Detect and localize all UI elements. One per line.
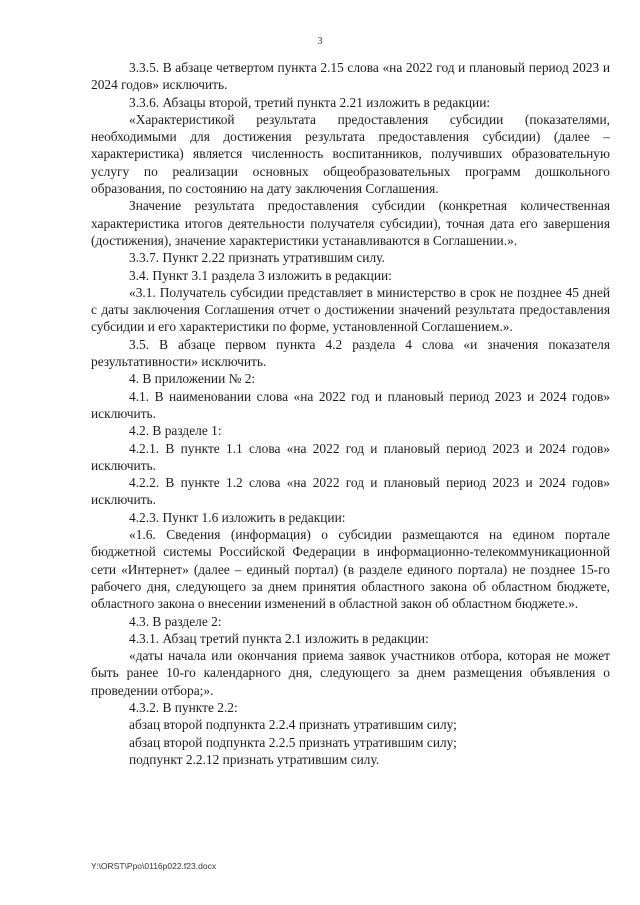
paragraph: «Характеристикой результата предоставления субсидии (показателями, необходимыми для достижения результата предоставления субсидии) (далее – характеристика) является численность воспитанников, получивших образовательную услугу по реализации основных общеобразовательных программ дошкольного образования, по состоянию на дату заключения Соглашения. bbox=[91, 111, 610, 197]
document-body bbox=[91, 59, 610, 768]
paragraph: абзац второй подпункта 2.2.5 признать утратившим силу; bbox=[129, 734, 457, 750]
file-path-footer: Y:\ORST\Ppo\0116p022.f23.docx bbox=[91, 861, 217, 871]
paragraph: 3.5. В абзаце первом пункта 4.2 раздела 4 слова «и значения показателя результативности» исключить. bbox=[91, 336, 610, 370]
paragraph: 4.1. В наименовании слова «на 2022 год и плановый период 2023 и 2024 годов» исключить. bbox=[91, 388, 610, 421]
paragraph: 3.4. Пункт 3.1 раздела 3 изложить в редакции: bbox=[129, 267, 392, 283]
paragraph: абзац второй подпункта 2.2.4 признать утратившим силу; bbox=[129, 717, 457, 733]
page-number: 3 bbox=[317, 36, 323, 47]
paragraph: подпункт 2.2.12 признать утратившим силу. bbox=[129, 751, 380, 767]
paragraph: 4.2.3. Пункт 1.6 изложить в редакции: bbox=[129, 509, 346, 525]
paragraph: 4.2.2. В пункте 1.2 слова «на 2022 год и плановый период 2023 и 2024 годов» исключить. bbox=[91, 475, 610, 508]
paragraph: 4.3.1. Абзац третий пункта 2.1 изложить в редакции: bbox=[129, 630, 429, 646]
paragraph: «3.1. Получатель субсидии представляет в министерство в срок не позднее 45 дней с даты заключения Соглашения отчет о достижении значений результата предоставления субсидии и его характеристики по форме, установленной Соглашением.». bbox=[91, 284, 610, 335]
paragraph: 4.3. В разделе 2: bbox=[129, 613, 222, 629]
paragraph: 4.2.1. В пункте 1.1 слова «на 2022 год и плановый период 2023 и 2024 годов» исключить. bbox=[91, 440, 610, 473]
paragraph: 3.3.7. Пункт 2.22 признать утратившим силу. bbox=[129, 250, 385, 266]
paragraph: Значение результата предоставления субсидии (конкретная количественная характеристика итогов деятельности получателя субсидии), точная дата его завершения (достижения), значение характеристики устанавливаются в Соглашении.». bbox=[91, 198, 610, 248]
paragraph: 4. В приложении № 2: bbox=[129, 371, 256, 387]
paragraph: «1.6. Сведения (информация) о субсидии размещаются на едином портале бюджетной системы Российской Федерации в информационно-телекоммуникационной сети «Интернет» (далее – единый портал) (в разделе единого портала) не позднее 15-го рабочего дня, следующего за днем принятия областного закона об областном бюджете, областного закона о внесении изменений в областной закон об областном бюджете.». bbox=[91, 527, 610, 612]
paragraph: 3.3.5. В абзаце четвертом пункта 2.15 слова «на 2022 год и плановый период 2023 и 2024 годов» исключить. bbox=[91, 60, 610, 93]
paragraph: 4.3.2. В пункте 2.2: bbox=[129, 699, 238, 715]
paragraph: 4.2. В разделе 1: bbox=[129, 423, 222, 439]
paragraph: «даты начала или окончания приема заявок участников отбора, которая не может быть ранее 10-го календарного дня, следующего за днем размещения объявления о проведении отбора;». bbox=[91, 648, 610, 698]
paragraph: 3.3.6. Абзацы второй, третий пункта 2.21 изложить в редакции: bbox=[129, 94, 491, 110]
